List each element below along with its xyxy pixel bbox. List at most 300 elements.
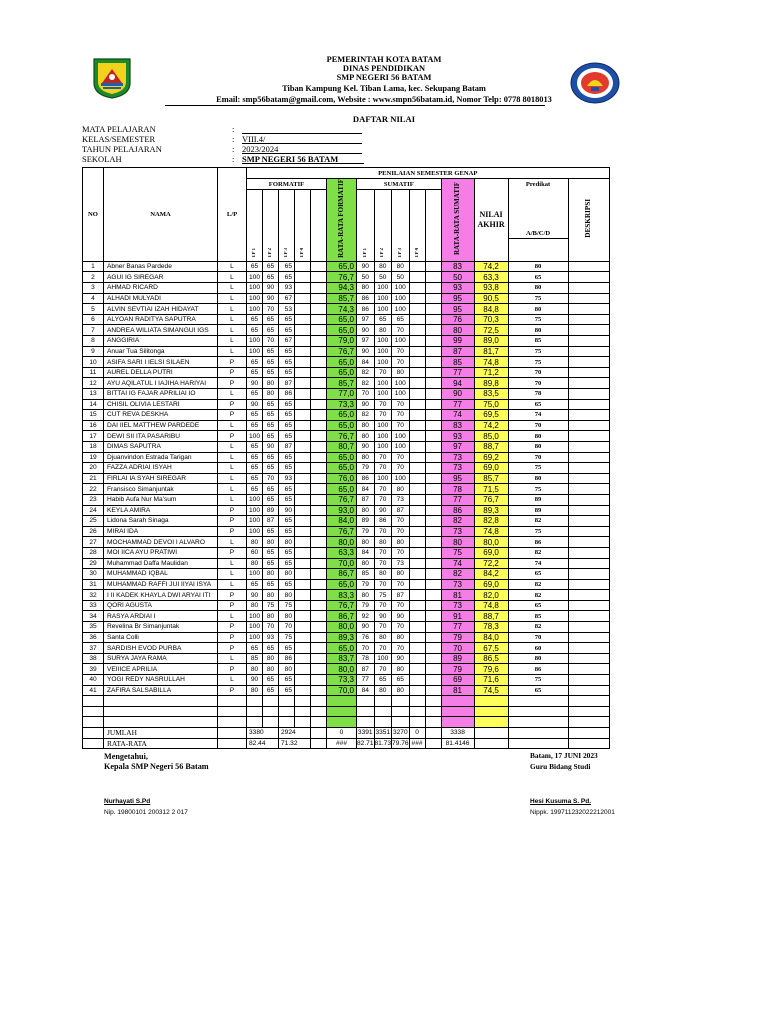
cell-f4 bbox=[295, 590, 311, 601]
cell-empty bbox=[295, 696, 311, 707]
cell-no: 9 bbox=[83, 346, 104, 357]
cell-f3: 75 bbox=[279, 632, 295, 643]
cell-empty bbox=[425, 293, 441, 304]
cell-na: 74,2 bbox=[474, 420, 508, 431]
cell-f1: 100 bbox=[247, 304, 263, 315]
cell-empty bbox=[218, 706, 247, 717]
table-row bbox=[83, 622, 610, 633]
cell-lp: L bbox=[218, 336, 247, 347]
cell-empty bbox=[568, 283, 609, 294]
cell-empty bbox=[311, 304, 327, 315]
cell-nama: BITTAI IG FAJAR APRILIAI IO bbox=[104, 389, 218, 400]
col-header-lp: L/P bbox=[218, 168, 247, 262]
jumlah-s3: 3270 bbox=[392, 729, 408, 737]
cell-empty bbox=[311, 569, 327, 580]
cell-f4 bbox=[295, 261, 311, 272]
cell-lp: P bbox=[218, 367, 247, 378]
cell-rf: 65,0 bbox=[327, 463, 357, 474]
cell-rf: 65,0 bbox=[327, 420, 357, 431]
cell-nama: Anuar Tua Silitonga bbox=[104, 346, 218, 357]
cell-empty bbox=[568, 441, 609, 452]
header-line-3: SMP NEGERI 56 BATAM bbox=[336, 73, 432, 82]
cell-no: 16 bbox=[83, 420, 104, 431]
cell-s1: 97 bbox=[357, 336, 375, 347]
cell-empty bbox=[263, 717, 279, 728]
cell-s4 bbox=[409, 611, 425, 622]
cell-no: 15 bbox=[83, 410, 104, 421]
cell-f2: 65 bbox=[263, 420, 279, 431]
cell-s3: 73 bbox=[392, 558, 410, 569]
cell-empty bbox=[425, 643, 441, 654]
cell-no: 13 bbox=[83, 389, 104, 400]
blank-row bbox=[83, 696, 610, 707]
cell-rs: 83 bbox=[441, 420, 474, 431]
cell-s3: 80 bbox=[392, 484, 410, 495]
cell-lp: L bbox=[218, 346, 247, 357]
cell-rf: 65,0 bbox=[327, 452, 357, 463]
cell-empty bbox=[311, 590, 327, 601]
cell-s4 bbox=[409, 314, 425, 325]
cell-f1: 100 bbox=[247, 431, 263, 442]
cell-nama: DAI IIEL MATTHEW PARDEDE bbox=[104, 420, 218, 431]
cell-s2: 100 bbox=[374, 431, 392, 442]
cell-empty bbox=[568, 410, 609, 421]
cell-s4 bbox=[409, 431, 425, 442]
cell-rf: 65,0 bbox=[327, 314, 357, 325]
cell-empty bbox=[311, 441, 327, 452]
cell-s2: 100 bbox=[374, 346, 392, 357]
cell-empty bbox=[392, 706, 410, 717]
cell-rs: 81 bbox=[441, 685, 474, 696]
cell-s3: 100 bbox=[392, 378, 410, 389]
cell-f1: 100 bbox=[247, 272, 263, 283]
cell-empty bbox=[425, 632, 441, 643]
cell-s4 bbox=[409, 473, 425, 484]
cell-na: 69,0 bbox=[474, 547, 508, 558]
cell-f3: 87 bbox=[279, 378, 295, 389]
cell-f2: 70 bbox=[263, 473, 279, 484]
cell-s3: 87 bbox=[392, 590, 410, 601]
cell-f4 bbox=[295, 463, 311, 474]
cell-s3: 70 bbox=[392, 325, 410, 336]
header-divider bbox=[165, 105, 545, 106]
cell-s1: 97 bbox=[357, 314, 375, 325]
cell-rf: 65,0 bbox=[327, 410, 357, 421]
jumlah-rf: 0 bbox=[327, 728, 357, 739]
cell-s2: 70 bbox=[374, 622, 392, 633]
cell-f2: 65 bbox=[263, 463, 279, 474]
cell-rs: 73 bbox=[441, 579, 474, 590]
cell-s2: 65 bbox=[374, 314, 392, 325]
cell-f4 bbox=[295, 473, 311, 484]
cell-pr: 65 bbox=[508, 600, 568, 611]
table-row bbox=[83, 452, 610, 463]
cell-empty bbox=[392, 696, 410, 707]
cell-empty bbox=[311, 336, 327, 347]
cell-s2: 100 bbox=[374, 378, 392, 389]
cell-no: 29 bbox=[83, 558, 104, 569]
cell-empty bbox=[425, 463, 441, 474]
cell-no: 6 bbox=[83, 314, 104, 325]
cell-s4 bbox=[409, 547, 425, 558]
cell-empty bbox=[425, 537, 441, 548]
table-row bbox=[83, 357, 610, 368]
blank-row bbox=[83, 717, 610, 728]
cell-pr: 65 bbox=[508, 569, 568, 580]
cell-s3: 70 bbox=[392, 410, 410, 421]
cell-nama: CHISIL OLIVIA LESTARI bbox=[104, 399, 218, 410]
cell-na: 63,3 bbox=[474, 272, 508, 283]
cell-s2: 70 bbox=[374, 494, 392, 505]
cell-f4 bbox=[295, 452, 311, 463]
cell-na: 84,0 bbox=[474, 632, 508, 643]
cell-na: 69,0 bbox=[474, 463, 508, 474]
cell-s4 bbox=[409, 537, 425, 548]
cell-f4 bbox=[295, 569, 311, 580]
table-row bbox=[83, 579, 610, 590]
cell-nama: MOI IICA AYU PRATIWI bbox=[104, 547, 218, 558]
cell-f3: 67 bbox=[279, 336, 295, 347]
teacher-nip: Nippk. 199711232022212001 bbox=[530, 809, 615, 816]
cell-empty bbox=[311, 600, 327, 611]
cell-empty bbox=[311, 643, 327, 654]
cell-rf: 63,3 bbox=[327, 547, 357, 558]
col-header-rata-sumatif: RATA-RATA SUMATIF bbox=[453, 181, 462, 255]
cell-pr: 82 bbox=[508, 622, 568, 633]
cell-lp: L bbox=[218, 293, 247, 304]
cell-nama: AYU AQILATUL I IAJIHA HARIYAI bbox=[104, 378, 218, 389]
jumlah-row bbox=[83, 728, 610, 739]
col-header-s-tp2: TP 2 bbox=[380, 248, 386, 258]
cell-s2: 80 bbox=[374, 537, 392, 548]
cell-pr: 75 bbox=[508, 357, 568, 368]
table-row bbox=[83, 431, 610, 442]
cell-rs: 80 bbox=[441, 537, 474, 548]
cell-pr: 82 bbox=[508, 579, 568, 590]
cell-empty bbox=[508, 717, 568, 728]
table-row bbox=[83, 685, 610, 696]
cell-empty bbox=[279, 717, 295, 728]
cell-f3: 80 bbox=[279, 611, 295, 622]
cell-s4 bbox=[409, 410, 425, 421]
cell-s1: 84 bbox=[357, 357, 375, 368]
cell-f2: 80 bbox=[263, 590, 279, 601]
meta-sep-class: : bbox=[232, 134, 235, 144]
cell-empty bbox=[295, 706, 311, 717]
cell-s3: 70 bbox=[392, 516, 410, 527]
cell-f3: 93 bbox=[279, 283, 295, 294]
cell-pr: 89 bbox=[508, 494, 568, 505]
col-header-no: NO bbox=[83, 168, 104, 262]
cell-na: 85,0 bbox=[474, 431, 508, 442]
cell-empty bbox=[568, 346, 609, 357]
cell-s3: 100 bbox=[392, 431, 410, 442]
cell-lp: L bbox=[218, 558, 247, 569]
cell-rs: 73 bbox=[441, 463, 474, 474]
cell-na: 88,7 bbox=[474, 611, 508, 622]
meta-value-year: 2023/2024 bbox=[242, 144, 362, 154]
cell-s1: 90 bbox=[357, 441, 375, 452]
cell-nama: MUHAMMAD IQBAL bbox=[104, 569, 218, 580]
cell-f3: 65 bbox=[279, 526, 295, 537]
cell-lp: P bbox=[218, 600, 247, 611]
cell-rf: 89,3 bbox=[327, 632, 357, 643]
cell-empty bbox=[311, 675, 327, 686]
cell-s3: 90 bbox=[392, 611, 410, 622]
cell-f3: 65 bbox=[279, 643, 295, 654]
cell-s2: 70 bbox=[374, 463, 392, 474]
cell-rf: 76,7 bbox=[327, 346, 357, 357]
table-row bbox=[83, 325, 610, 336]
cell-lp: L bbox=[218, 611, 247, 622]
cell-f1: 100 bbox=[247, 632, 263, 643]
cell-rf: 83,7 bbox=[327, 653, 357, 664]
cell-empty bbox=[263, 706, 279, 717]
cell-empty bbox=[311, 505, 327, 516]
cell-no: 26 bbox=[83, 526, 104, 537]
cell-f4 bbox=[295, 378, 311, 389]
cell-pr: 75 bbox=[508, 293, 568, 304]
cell-empty bbox=[311, 484, 327, 495]
cell-f4 bbox=[295, 304, 311, 315]
cell-s1: 76 bbox=[357, 632, 375, 643]
cell-empty bbox=[508, 706, 568, 717]
cell-f4 bbox=[295, 494, 311, 505]
cell-empty bbox=[263, 696, 279, 707]
cell-f4 bbox=[295, 420, 311, 431]
cell-empty bbox=[568, 463, 609, 474]
cell-empty bbox=[83, 706, 104, 717]
cell-nama: Muhammad Daffa Maulidan bbox=[104, 558, 218, 569]
cell-empty bbox=[425, 389, 441, 400]
cell-f3: 80 bbox=[279, 569, 295, 580]
cell-s2: 70 bbox=[374, 600, 392, 611]
cell-f3: 65 bbox=[279, 261, 295, 272]
cell-f3: 93 bbox=[279, 473, 295, 484]
cell-empty bbox=[311, 261, 327, 272]
cell-rs: 77 bbox=[441, 367, 474, 378]
cell-empty bbox=[425, 569, 441, 580]
cell-pr: 80 bbox=[508, 441, 568, 452]
cell-empty bbox=[425, 473, 441, 484]
col-header-s-tp1: TP 1 bbox=[362, 248, 368, 258]
cell-f3: 65 bbox=[279, 484, 295, 495]
cell-empty bbox=[425, 399, 441, 410]
cell-empty bbox=[568, 272, 609, 283]
cell-s3: 70 bbox=[392, 420, 410, 431]
table-row bbox=[83, 675, 610, 686]
cell-f1: 65 bbox=[247, 473, 263, 484]
cell-empty bbox=[568, 643, 609, 654]
cell-empty bbox=[311, 389, 327, 400]
cell-f1: 80 bbox=[247, 664, 263, 675]
cell-empty bbox=[311, 611, 327, 622]
cell-empty bbox=[104, 717, 218, 728]
cell-no: 10 bbox=[83, 357, 104, 368]
cell-f2: 90 bbox=[263, 283, 279, 294]
cell-empty bbox=[311, 706, 327, 717]
cell-empty bbox=[295, 717, 311, 728]
table-row bbox=[83, 526, 610, 537]
teacher-name: Hesi Kusuma S. Pd. bbox=[530, 798, 592, 805]
jumlah-rs: 3338 bbox=[441, 728, 474, 739]
jumlah-s2: 3351 bbox=[375, 729, 391, 737]
cell-rf: 65,0 bbox=[327, 261, 357, 272]
cell-na: 76,7 bbox=[474, 494, 508, 505]
cell-f1: 65 bbox=[247, 314, 263, 325]
cell-f4 bbox=[295, 600, 311, 611]
cell-nama: Lidona Sarah Sinaga bbox=[104, 516, 218, 527]
jumlah-s1: 3391 bbox=[357, 729, 373, 737]
cell-empty bbox=[568, 304, 609, 315]
cell-pr: 85 bbox=[508, 611, 568, 622]
cell-f1: 100 bbox=[247, 346, 263, 357]
cell-f4 bbox=[295, 558, 311, 569]
cell-f1: 65 bbox=[247, 643, 263, 654]
cell-s4 bbox=[409, 484, 425, 495]
cell-empty bbox=[508, 696, 568, 707]
cell-s1: 84 bbox=[357, 547, 375, 558]
cell-s4 bbox=[409, 643, 425, 654]
cell-f1: 65 bbox=[247, 452, 263, 463]
cell-s1: 79 bbox=[357, 463, 375, 474]
cell-empty bbox=[425, 304, 441, 315]
cell-lp: P bbox=[218, 632, 247, 643]
cell-s4 bbox=[409, 399, 425, 410]
cell-s1: 50 bbox=[357, 272, 375, 283]
cell-lp: P bbox=[218, 622, 247, 633]
cell-empty bbox=[311, 494, 327, 505]
cell-empty bbox=[425, 622, 441, 633]
cell-empty bbox=[104, 696, 218, 707]
cell-s1: 82 bbox=[357, 367, 375, 378]
cell-f4 bbox=[295, 357, 311, 368]
cell-empty bbox=[425, 516, 441, 527]
cell-f2: 87 bbox=[263, 516, 279, 527]
cell-f2: 65 bbox=[263, 357, 279, 368]
cell-no: 24 bbox=[83, 505, 104, 516]
cell-f1: 100 bbox=[247, 293, 263, 304]
cell-s3: 70 bbox=[392, 579, 410, 590]
col-header-predikat: Predikat bbox=[508, 179, 568, 190]
cell-f4 bbox=[295, 346, 311, 357]
cell-no: 20 bbox=[83, 463, 104, 474]
footer-teacher-title: Guru Bidang Studi bbox=[530, 762, 591, 771]
cell-f3: 65 bbox=[279, 346, 295, 357]
cell-pr: 75 bbox=[508, 484, 568, 495]
cell-f4 bbox=[295, 632, 311, 643]
cell-rs: 86 bbox=[441, 505, 474, 516]
cell-s4 bbox=[409, 664, 425, 675]
cell-s2: 70 bbox=[374, 410, 392, 421]
cell-lp: L bbox=[218, 304, 247, 315]
cell-s4 bbox=[409, 505, 425, 516]
cell-f3: 65 bbox=[279, 325, 295, 336]
cell-empty bbox=[568, 336, 609, 347]
cell-empty bbox=[311, 653, 327, 664]
cell-rf: 77,0 bbox=[327, 389, 357, 400]
cell-s3: 70 bbox=[392, 526, 410, 537]
cell-f2: 65 bbox=[263, 484, 279, 495]
cell-empty bbox=[425, 484, 441, 495]
cell-empty bbox=[568, 399, 609, 410]
cell-empty bbox=[311, 547, 327, 558]
cell-s2: 70 bbox=[374, 643, 392, 654]
cell-pr: 86 bbox=[508, 537, 568, 548]
cell-s3: 70 bbox=[392, 346, 410, 357]
cell-nama: ALHADI MULYADI bbox=[104, 293, 218, 304]
cell-s1: 82 bbox=[357, 410, 375, 421]
col-header-sumatif: SUMATIF bbox=[357, 179, 442, 190]
cell-f2: 89 bbox=[263, 505, 279, 516]
table-row bbox=[83, 261, 610, 272]
cell-rf: 76,7 bbox=[327, 526, 357, 537]
cell-empty bbox=[425, 314, 441, 325]
cell-f4 bbox=[295, 283, 311, 294]
cell-s3: 80 bbox=[392, 569, 410, 580]
table-row bbox=[83, 558, 610, 569]
cell-rs: 70 bbox=[441, 643, 474, 654]
cell-f4 bbox=[295, 314, 311, 325]
cell-no: 38 bbox=[83, 653, 104, 664]
cell-f4 bbox=[295, 293, 311, 304]
cell-na: 74,2 bbox=[474, 261, 508, 272]
cell-nama: SARDISH EVOD PURBA bbox=[104, 643, 218, 654]
col-header-nama: NAMA bbox=[104, 168, 218, 262]
cell-pr: 82 bbox=[508, 516, 568, 527]
cell-empty bbox=[311, 431, 327, 442]
cell-s4 bbox=[409, 569, 425, 580]
cell-empty bbox=[425, 547, 441, 558]
cell-f3: 80 bbox=[279, 664, 295, 675]
cell-f4 bbox=[295, 664, 311, 675]
cell-empty bbox=[425, 717, 441, 728]
cell-no: 39 bbox=[83, 664, 104, 675]
cell-f3: 65 bbox=[279, 494, 295, 505]
cell-s2: 100 bbox=[374, 653, 392, 664]
cell-f3: 80 bbox=[279, 590, 295, 601]
cell-empty bbox=[425, 590, 441, 601]
cell-na: 75,0 bbox=[474, 399, 508, 410]
cell-f4 bbox=[295, 675, 311, 686]
cell-empty bbox=[568, 378, 609, 389]
cell-pr: 80 bbox=[508, 473, 568, 484]
cell-rs: 81 bbox=[441, 590, 474, 601]
col-header-nilai-akhir: NILAI AKHIR bbox=[474, 179, 508, 262]
cell-nama: KEYLA AMIRA bbox=[104, 505, 218, 516]
col-header-f-tp2: TP 2 bbox=[268, 248, 273, 258]
header-line-2: DINAS PENDIDIKAN bbox=[342, 64, 426, 73]
cell-rf: 86,7 bbox=[327, 569, 357, 580]
cell-s2: 80 bbox=[374, 685, 392, 696]
cell-empty bbox=[425, 441, 441, 452]
cell-na: 74,8 bbox=[474, 600, 508, 611]
cell-f1: 60 bbox=[247, 547, 263, 558]
cell-lp: L bbox=[218, 314, 247, 325]
cell-s4 bbox=[409, 452, 425, 463]
table-row bbox=[83, 505, 610, 516]
cell-na: 82,8 bbox=[474, 516, 508, 527]
table-row bbox=[83, 463, 610, 474]
cell-empty bbox=[311, 346, 327, 357]
cell-s4 bbox=[409, 558, 425, 569]
cell-s2: 50 bbox=[374, 272, 392, 283]
cell-na: 86,5 bbox=[474, 653, 508, 664]
cell-empty bbox=[311, 367, 327, 378]
cell-rf: 80,7 bbox=[327, 441, 357, 452]
cell-lp: P bbox=[218, 410, 247, 421]
cell-lp: L bbox=[218, 441, 247, 452]
